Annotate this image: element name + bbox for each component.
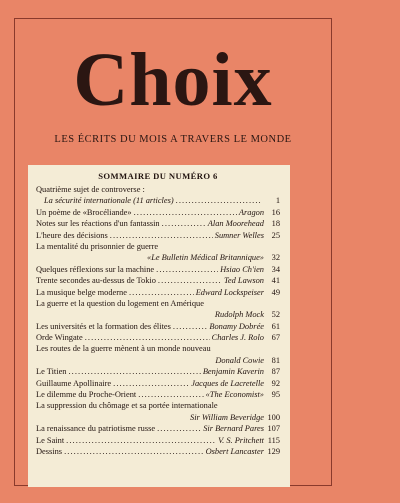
toc-entry-title: La mentalité du prisonnier de guerre (36, 241, 159, 251)
toc-entry-title: Les universités et la formation des élites (36, 321, 171, 331)
toc-entry (36, 252, 280, 263)
toc-entry-page: 61 (271, 321, 280, 331)
toc-leader-dots (129, 287, 194, 298)
toc-entry-page: 81 (271, 355, 280, 365)
summary-heading: SOMMAIRE DU NUMÉRO 6 (98, 171, 218, 181)
toc-entry (36, 366, 280, 377)
toc-entry (36, 378, 280, 389)
toc-entry-page: 32 (271, 253, 280, 263)
toc-entry-author: Bonamy Dobrée (209, 321, 264, 331)
toc-entry-author: Alan Moorehead (207, 219, 264, 229)
toc-entry-author: Aragon (238, 207, 264, 217)
toc-entry-page: 52 (271, 310, 280, 320)
toc-entry (36, 218, 280, 229)
toc-entry-page: 16 (271, 207, 280, 217)
toc-entry-page: 25 (271, 230, 280, 240)
toc-entry-title: Un poème de «Brocéliande» (36, 207, 132, 217)
toc-entry-page: 129 (267, 446, 280, 456)
toc-entry-title: Trente secondes au-dessus de Tokio (36, 276, 156, 286)
toc-leader-dots (138, 389, 203, 400)
toc-entry (36, 230, 280, 241)
toc-leader-dots (68, 366, 200, 377)
magazine-title: Choix (73, 38, 273, 122)
toc-leader-dots (158, 275, 222, 286)
toc-entry-author: Edward Lockspeiser (195, 287, 264, 297)
toc-entry-title: L'heure des décisions (36, 230, 108, 240)
toc-entry (36, 389, 280, 400)
toc-entry-title: La guerre et la question du logement en Amérique (36, 298, 204, 308)
toc-leader-dots (156, 264, 218, 275)
toc-entry (36, 400, 280, 411)
toc-entry-title: Le dilemme du Proche-Orient (36, 390, 137, 400)
toc-leader-dots (157, 423, 201, 434)
toc-entry-author: Rudolph Mock (214, 310, 264, 320)
toc-entry-title: Dessins (36, 446, 63, 456)
toc-entry-title: La suppression du chômage et sa portée internationale (36, 401, 218, 411)
toc-entry-author: «The Economist» (205, 390, 264, 400)
toc-entry-author: Donald Cowie (215, 355, 264, 365)
toc-entry-title: Notes sur les réactions d'un fantassin (36, 219, 160, 229)
toc-entry-title: Le Titien (36, 367, 67, 377)
toc-entry-page: 107 (267, 424, 280, 434)
toc-entry-title: Le Saint (36, 435, 65, 445)
toc-leader-dots (64, 446, 204, 457)
toc-entry (36, 435, 280, 446)
toc-entry-title: La sécurité internationale (11 articles) (44, 196, 174, 206)
toc-entry-author: Osbert Lancaster (205, 446, 264, 456)
toc-entry-title: Orde Wingate (36, 333, 83, 343)
toc-entry (36, 309, 280, 320)
toc-leader-dots (162, 218, 206, 229)
toc-entry-page: 34 (271, 264, 280, 274)
toc-entry-title: La musique belge moderne (36, 287, 127, 297)
toc-entry-author: Sir William Beveridge (190, 412, 264, 422)
toc-entry (36, 423, 280, 434)
toc-entry-page: 18 (271, 219, 280, 229)
toc-entry (36, 195, 280, 206)
toc-entry-page: 115 (267, 435, 280, 445)
toc-entry-page: 67 (271, 333, 280, 343)
toc-entry-author: Sir Bernard Pares (203, 424, 264, 434)
toc-entry-author: Hsiao Ch'ien (220, 264, 264, 274)
toc-entry (36, 241, 280, 252)
toc-entry-title: La renaissance du patriotisme russe (36, 424, 156, 434)
toc-entry-page: 100 (267, 412, 280, 422)
toc-entry (36, 287, 280, 298)
toc-entry (36, 332, 280, 343)
toc-entry-author: Jacques de Lacretelle (191, 378, 264, 388)
toc-entry (36, 275, 280, 286)
toc-entry-author: «Le Bulletin Médical Britannique» (147, 253, 264, 263)
toc-entry-page: 92 (271, 378, 280, 388)
toc-leader-dots (66, 435, 216, 446)
toc-entry (36, 412, 280, 423)
toc-entry (36, 355, 280, 366)
toc-entry (36, 321, 280, 332)
toc-entry-author: Benjamin Kaverin (202, 367, 264, 377)
toc-leader-dots (176, 195, 262, 206)
toc-leader-dots (85, 332, 210, 343)
toc-entry-title: Guillaume Apollinaire (36, 378, 112, 388)
toc-entry-author: V. S. Pritchett (218, 435, 264, 445)
toc-entry (36, 207, 280, 218)
toc-leader-dots (110, 230, 213, 241)
table-of-contents (28, 165, 290, 487)
toc-entry-page: 1 (275, 196, 280, 206)
toc-entry (36, 343, 280, 354)
toc-entry (36, 184, 280, 195)
toc-entry-title: Quatrième sujet de controverse : (36, 185, 145, 194)
toc-entry-title: Quelques réflexions sur la machine (36, 264, 155, 274)
toc-entry-page: 87 (271, 367, 280, 377)
toc-entry-title: Les routes de la guerre mènent à un monde nouveau (36, 344, 211, 354)
toc-entry-author: Ted Lawson (224, 276, 264, 286)
toc-entry-page: 41 (271, 276, 280, 286)
toc-list (36, 184, 280, 457)
magazine-subtitle: LES ÉCRITS DU MOIS A TRAVERS LE MONDE (54, 134, 292, 145)
toc-entry-author: Charles J. Rolo (211, 333, 264, 343)
toc-entry-page: 95 (271, 390, 280, 400)
toc-entry (36, 264, 280, 275)
toc-leader-dots (113, 378, 189, 389)
toc-entry-page: 49 (271, 287, 280, 297)
toc-leader-dots (173, 321, 207, 332)
toc-entry (36, 298, 280, 309)
toc-entry (36, 446, 280, 457)
toc-leader-dots (134, 207, 237, 218)
toc-entry-author: Sumner Welles (214, 230, 264, 240)
